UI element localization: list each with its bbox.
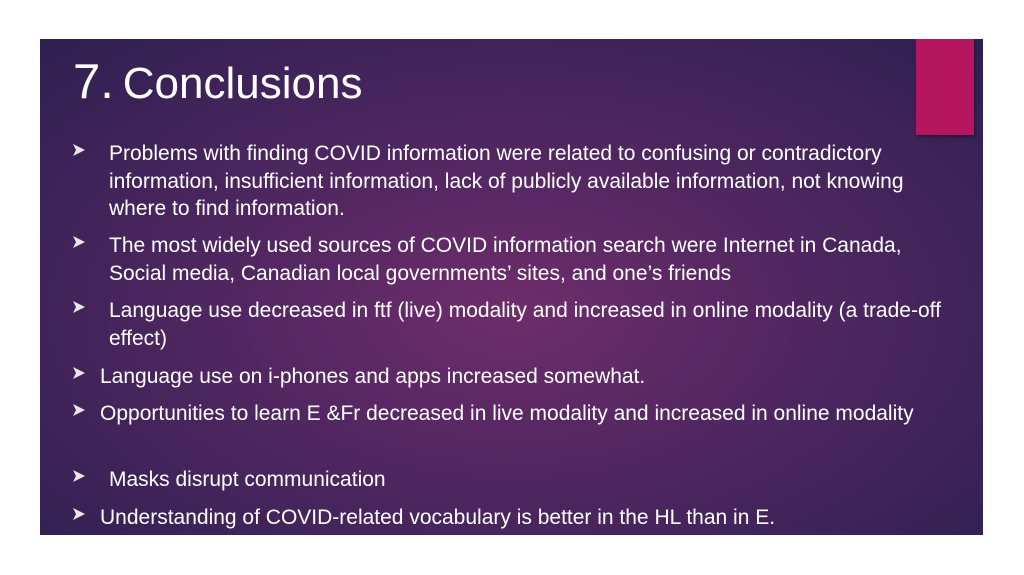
bullet-text: Problems with finding COVID information were related to confusing or contradictory information, insufficient information, lack of publicly available information, not knowing where to find information. bbox=[109, 142, 904, 220]
accent-tab bbox=[916, 39, 974, 135]
bullet-text: Opportunities to learn E &Fr decreased in live modality and increased in online modality bbox=[100, 402, 914, 425]
title-number: 7. bbox=[73, 55, 114, 109]
bullet-item bbox=[40, 297, 983, 352]
bullet-text: Language use decreased in ftf (live) modality and increased in online modality (a trade-off effect) bbox=[109, 299, 941, 350]
arrowhead-bullet-icon bbox=[73, 508, 85, 520]
arrowhead-bullet-icon bbox=[73, 144, 85, 156]
slide bbox=[40, 39, 983, 535]
arrowhead-bullet-icon bbox=[73, 470, 85, 482]
bullet-item bbox=[40, 232, 983, 287]
bullet-text: Understanding of COVID-related vocabulary is better in the HL than in E. bbox=[100, 506, 776, 529]
slide-title bbox=[73, 55, 363, 109]
title-text: Conclusions bbox=[122, 59, 363, 108]
bullet-item bbox=[40, 363, 983, 391]
bullet-item bbox=[40, 466, 983, 494]
bullet-text: The most widely used sources of COVID information search were Internet in Canada, Social media, Canadian local governments’ sites, and one’s friends bbox=[109, 234, 902, 285]
arrowhead-bullet-icon bbox=[73, 301, 85, 313]
bullet-item bbox=[40, 504, 983, 532]
arrowhead-bullet-icon bbox=[73, 404, 85, 416]
bullet-item bbox=[40, 400, 983, 428]
bullet-text: Masks disrupt communication bbox=[109, 468, 386, 491]
bullet-text: Language use on i-phones and apps increased somewhat. bbox=[100, 365, 646, 388]
arrowhead-bullet-icon bbox=[73, 367, 85, 379]
bullet-item bbox=[40, 140, 983, 223]
arrowhead-bullet-icon bbox=[73, 236, 85, 248]
